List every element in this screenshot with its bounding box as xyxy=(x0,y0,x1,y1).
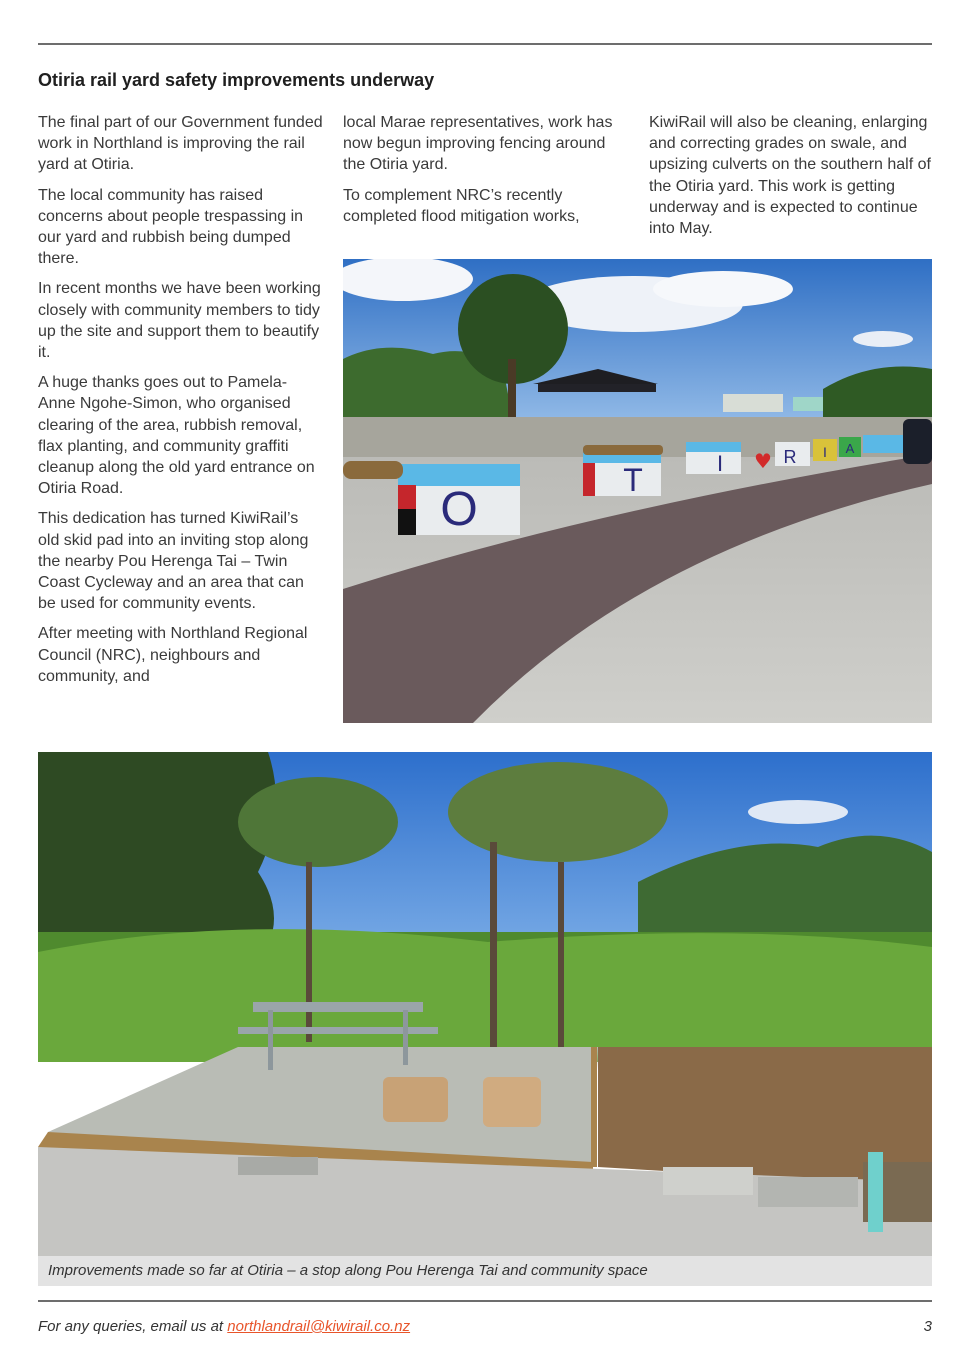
top-divider xyxy=(38,43,932,45)
yard-block-letter: I xyxy=(716,451,724,476)
rail-yard-photo xyxy=(343,259,932,723)
paragraph: local Marae representatives, work has now begun improving fencing around the Otiria yard. xyxy=(343,114,613,174)
paragraph: The local community has raised concerns about people trespassing in our yard and rubbish being dumped there. xyxy=(38,186,304,268)
yard-block-letter: I xyxy=(823,444,827,460)
community-space-photo xyxy=(38,752,932,1256)
photo-caption: Improvements made so far at Otiria – a stop along Pou Herenga Tai and community space xyxy=(38,1256,932,1286)
yard-block-letter: T xyxy=(623,462,643,498)
text-column-3 xyxy=(649,112,935,248)
text-column-1 xyxy=(38,112,324,696)
article-title: Otiria rail yard safety improvements underway xyxy=(38,70,435,90)
yard-block-letter: O xyxy=(440,483,478,536)
yard-block-letter: A xyxy=(845,441,855,456)
paragraph: To complement NRC’s recently completed flood mitigation works, xyxy=(343,186,580,225)
page-number: 3 xyxy=(923,1318,932,1335)
paragraph: The final part of our Government funded work in Northland is improving the rail yard at Otiria. xyxy=(38,114,323,174)
footer xyxy=(38,1318,932,1335)
paragraph: This dedication has turned KiwiRail’s old skid pad into an inviting stop along the nearby Pou Herenga Tai – Twin Coast Cycleway and an area that can be used for community events. xyxy=(38,510,309,613)
email-link[interactable]: northlandrail@kiwirail.co.nz xyxy=(227,1318,411,1335)
svg-text:♥: ♥ xyxy=(754,449,772,473)
bottom-divider xyxy=(38,1300,932,1302)
paragraph: After meeting with Northland Regional Council (NRC), neighbours and community, and xyxy=(38,625,308,685)
footer-text: For any queries, email us at xyxy=(38,1318,228,1335)
paragraph: KiwiRail will also be cleaning, enlarging and correcting grades on swale, and upsizing culverts on the southern half of the Otiria yard. This work is getting underway and is expected to continue into May. xyxy=(649,114,931,238)
text-column-2 xyxy=(343,112,629,236)
paragraph: A huge thanks goes out to Pamela-Anne Ngohe-Simon, who organised clearing of the area, rubbish removal, flax planting, and community graffiti cleanup along the old yard entrance on Otiria Road. xyxy=(38,374,315,498)
paragraph: In recent months we have been working closely with community members to tidy up the site and support them to beautify it. xyxy=(38,280,321,362)
yard-block-letter: R xyxy=(783,447,797,467)
